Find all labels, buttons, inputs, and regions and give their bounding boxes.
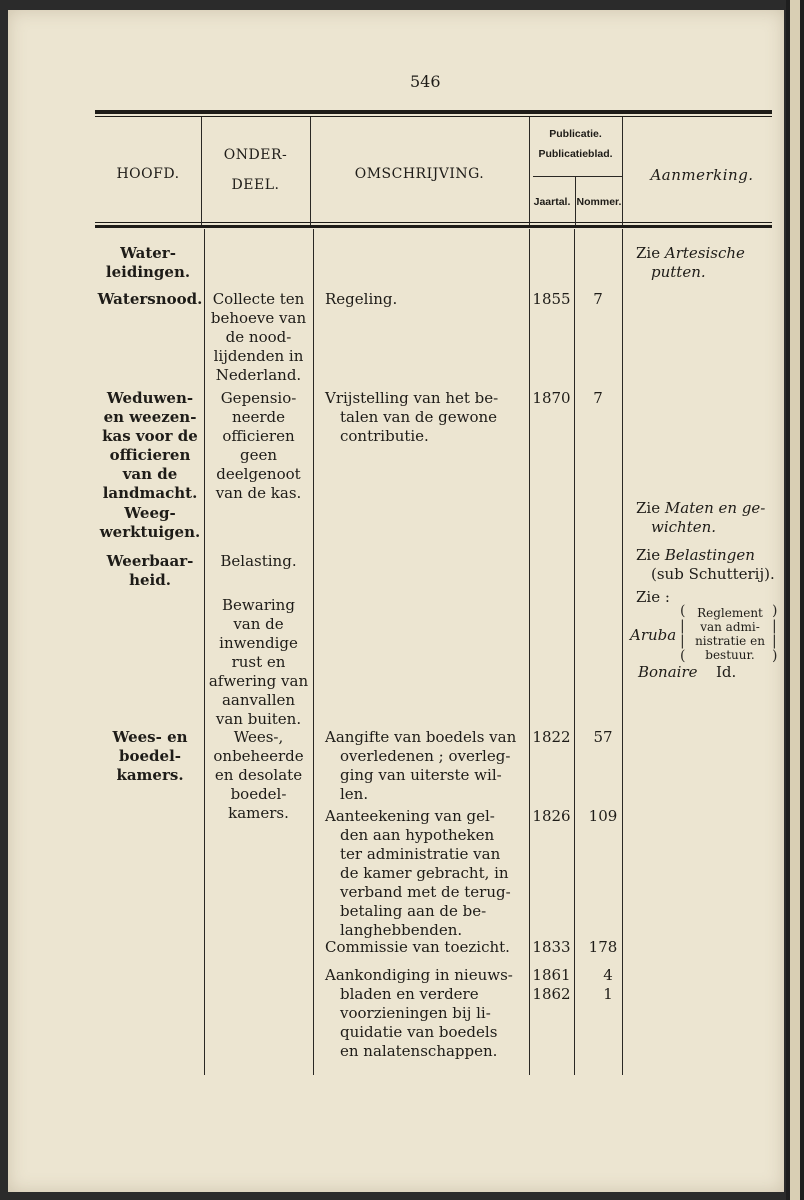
note-bonaire: Bonaire	[638, 663, 698, 681]
nummer-aankondiging: 4 1	[603, 966, 613, 1003]
onderdeel-weduwen: Gepensio- neerde officieren geen deelgenoot van de kas.	[215, 389, 302, 502]
header-nommer: Nommer.	[576, 196, 622, 208]
header-publicatieblad: Publicatieblad.	[538, 148, 613, 160]
brace-left: ( | | (	[680, 603, 686, 664]
nummer-commissie: 178	[588, 938, 618, 956]
hoofd-waterleidingen: Water- leidingen.	[105, 244, 191, 281]
omschrijving-aangifte: Aangifte van boedels van overledenen ; overleg- ging van uiterste wil- len.	[325, 728, 517, 803]
onderdeel-weerbaarheid: Belasting.	[220, 552, 297, 570]
header-publicatie: Publicatie.	[549, 128, 602, 140]
onderdeel-wees: Wees-, onbeheerde en desolate boedel- kamers.	[213, 728, 304, 822]
header-onderdeel-1: ONDER-	[223, 147, 288, 163]
note-reglement: Reglement van admi- nistratie en bestuur.	[695, 606, 765, 662]
nummer-aanteekening: 109	[588, 807, 618, 825]
note-waterleidingen: Zie Artesische putten.	[636, 244, 745, 281]
header-rule	[95, 225, 772, 228]
onderdeel-bewaring: Bewaring van de inwendige rust en afwering van aanvallen van buiten.	[208, 596, 309, 728]
nummer-watersnood: 7	[593, 290, 603, 308]
top-rule-thin	[95, 116, 772, 117]
jaar-commissie: 1833	[532, 938, 571, 956]
header-jaartal: Jaartal.	[533, 196, 571, 208]
omschrijving-aanteekening: Aanteekening van gel- den aan hypotheken ter administratie van de kamer gebracht, in verband met de terug- betaling aan de be- langhebbenden.	[325, 807, 511, 939]
nummer-weduwen: 7	[593, 389, 603, 407]
brace-right: ) | | )	[772, 603, 778, 664]
onderdeel-watersnood: Collecte ten behoeve van de nood- lijdenden in Nederland.	[210, 290, 307, 384]
note-aruba: Aruba	[630, 626, 677, 644]
omschrijving-weduwen: Vrijstelling van het be- talen van de gewone contributie.	[325, 389, 499, 445]
page-edge	[786, 0, 804, 1200]
header-hoofd: HOOFD.	[116, 166, 180, 182]
page-number: 546	[410, 72, 441, 91]
top-rule	[95, 110, 772, 114]
nummer-aangifte: 57	[593, 728, 613, 746]
jaar-aangifte: 1822	[532, 728, 571, 746]
hoofd-weerbaarheid: Weerbaar- heid.	[106, 552, 194, 589]
header-onderdeel-2: DEEL.	[231, 177, 280, 193]
publicatie-rule	[533, 176, 622, 177]
omschrijving-commissie: Commissie van toezicht.	[325, 938, 510, 956]
hoofd-watersnood: Watersnood.	[97, 290, 203, 308]
hoofd-weegwerktuigen: Weeg- werktuigen.	[99, 504, 201, 541]
jaar-weduwen: 1870	[532, 389, 571, 407]
jaar-aanteekening: 1826	[532, 807, 571, 825]
jaar-aankondiging: 1861 1862	[532, 966, 571, 1003]
note-weerbaarheid: Zie Belastingen (sub Schutterij).	[636, 546, 775, 583]
omschrijving-watersnood: Regeling.	[325, 290, 398, 308]
note-weegwerktuigen: Zie Maten en ge- wichten.	[636, 499, 766, 536]
header-rule-thin	[95, 222, 772, 223]
hoofd-wees: Wees- en boedel- kamers.	[112, 728, 188, 784]
header-omschrijving: OMSCHRIJVING.	[354, 166, 485, 182]
header-aanmerking: Aanmerking.	[650, 166, 754, 184]
note-id: Id.	[716, 663, 737, 681]
omschrijving-aankondiging: Aankondiging in nieuws- bladen en verdere voorzieningen bij li- quidatie van boedels en nalatenschappen.	[325, 966, 513, 1060]
jaar-watersnood: 1855	[532, 290, 571, 308]
note-zie: Zie :	[636, 588, 670, 606]
hoofd-weduwen: Weduwen- en weezen- kas voor de officieren van de landmacht.	[102, 389, 198, 502]
